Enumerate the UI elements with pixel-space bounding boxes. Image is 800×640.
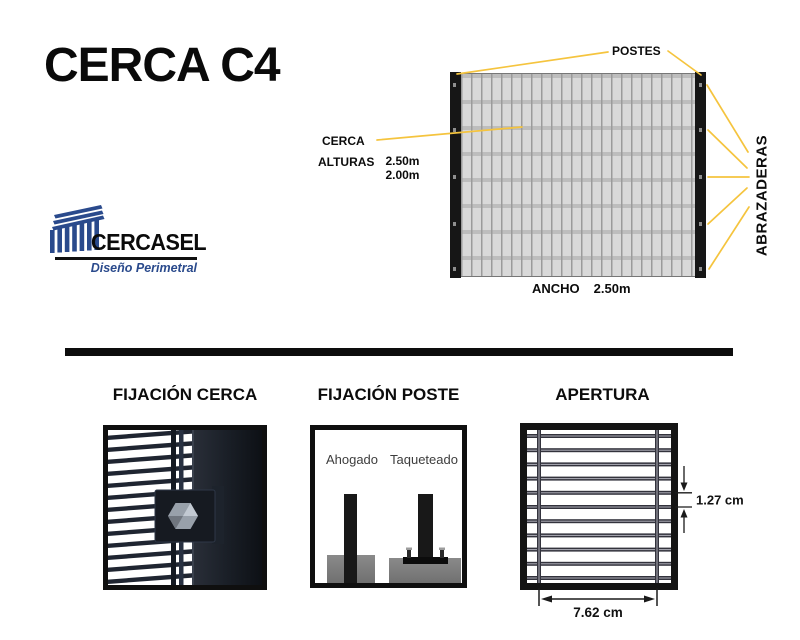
- alturas-values: [385, 155, 419, 182]
- ancho-value: 2.50m: [593, 281, 631, 296]
- postes-label: POSTES: [612, 44, 661, 58]
- clamp-dot: [453, 83, 456, 87]
- fence-mesh: [461, 73, 695, 277]
- alturas-group: [318, 155, 419, 182]
- taqueteado-label: Taqueteado: [390, 452, 458, 467]
- logo-wordmark: CERCASEL: [91, 229, 207, 255]
- clamp-dot: [699, 222, 702, 226]
- section-title-fijacion-poste: FIJACIÓN POSTE: [317, 385, 460, 404]
- ahogado-post: [344, 494, 357, 583]
- clamp-dot: [453, 267, 456, 271]
- post-fixation-illustration: [315, 430, 462, 583]
- horizontal-gap-value: 7.62 cm: [573, 605, 623, 620]
- alturas-value-1: 2.50m: [385, 154, 420, 168]
- clamp-closeup-illustration: [108, 430, 262, 585]
- alturas-label: ALTURAS: [318, 155, 375, 169]
- fijacion-cerca-panel: [103, 425, 267, 590]
- clamp-dot: [453, 222, 456, 226]
- clamp-dot: [699, 83, 702, 87]
- clamp-dot: [699, 128, 702, 132]
- alturas-value-2: 2.00m: [385, 167, 420, 182]
- dimension-horizontal: [539, 588, 657, 606]
- logo-tagline: Diseño Perimetral: [90, 261, 197, 275]
- taqueteado-base-plate: [403, 557, 448, 564]
- section-title-fijacion-cerca: FIJACIÓN CERCA: [112, 385, 258, 404]
- taqueteado-post: [418, 494, 433, 560]
- abrazaderas-label: ABRAZADERAS: [753, 134, 771, 257]
- logo-rule: [55, 257, 197, 260]
- ahogado-label: Ahogado: [325, 452, 379, 467]
- clamp-dot: [699, 267, 702, 271]
- clamp-dot: [453, 128, 456, 132]
- fijacion-poste-panel: [310, 425, 467, 588]
- ancho-label: ANCHO: [532, 281, 580, 296]
- cerca-label: CERCA: [322, 134, 365, 148]
- vertical-gap-value: 1.27 cm: [696, 492, 744, 508]
- section-divider: [65, 348, 733, 356]
- page-title: CERCA C4: [44, 39, 280, 92]
- clamp-dot: [699, 175, 702, 179]
- ancho-group: [532, 281, 631, 296]
- clamp-dot: [453, 175, 456, 179]
- section-title-apertura: APERTURA: [555, 385, 650, 404]
- apertura-panel: [515, 420, 785, 630]
